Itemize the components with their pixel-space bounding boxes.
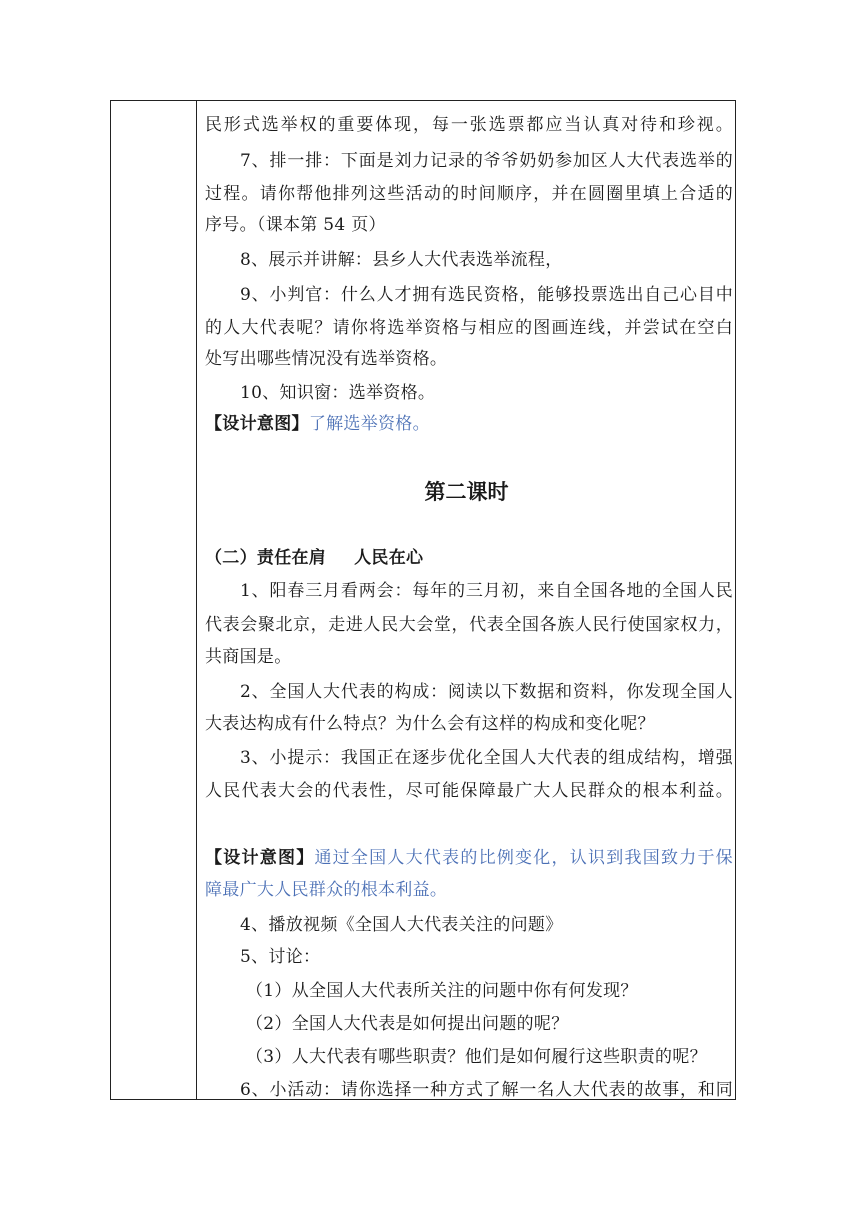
paragraph-line: 10、知识窗：选举资格。 xyxy=(240,383,436,403)
paragraph-line: 9、小判官：什么人才拥有选民资格，能够投票选出自己心目中 xyxy=(240,285,733,305)
design-intent-label: 【设计意图】 xyxy=(205,414,309,434)
design-intent-text: 通过全国人大代表的比例变化，认识到我国致力于保 xyxy=(314,848,733,868)
paragraph-line: 代表会聚北京，走进人民大会堂，代表全国各族人民行使国家权力， xyxy=(205,615,733,635)
paragraph-line: 共商国是。 xyxy=(205,647,292,667)
design-intent-text: 障最广大人民群众的根本利益。 xyxy=(205,880,448,900)
paragraph-line: 8、展示并讲解：县乡人大代表选举流程， xyxy=(240,250,563,270)
paragraph-line: （3）人大代表有哪些职责？他们是如何履行这些职责的呢？ xyxy=(246,1047,707,1067)
paragraph-line: 大表达构成有什么特点？为什么会有这样的构成和变化呢？ xyxy=(205,714,655,734)
paragraph-line: 民形式选举权的重要体现，每一张选票都应当认真对待和珍视。 xyxy=(205,115,733,135)
paragraph-line: （2）全国人大代表是如何提出问题的呢？ xyxy=(246,1014,569,1034)
section-2-heading xyxy=(205,547,733,569)
paragraph-line: 处写出哪些情况没有选举资格。 xyxy=(205,349,448,369)
table-column-divider xyxy=(196,100,197,1100)
paragraph-line: （1）从全国人大代表所关注的问题中你有何发现？ xyxy=(246,981,638,1001)
paragraph-line: 过程。请你帮他排列这些活动的时间顺序，并在圆圈里填上合适的 xyxy=(205,184,733,204)
section-2-heading-a: （二）责任在肩 xyxy=(205,548,327,568)
design-intent xyxy=(205,413,733,435)
paragraph-line: 3、小提示：我国正在逐步优化全国人大代表的组成结构，增强 xyxy=(240,748,733,768)
paragraph-line: 6、小活动：请你选择一种方式了解一名人大代表的故事，和同 xyxy=(240,1080,733,1100)
paragraph-line: 人民代表大会的代表性，尽可能保障最广大人民群众的根本利益。 xyxy=(205,781,733,801)
paragraph-line: 7、排一排：下面是刘力记录的爷爷奶奶参加区人大代表选举的 xyxy=(240,151,733,171)
paragraph-line: 4、播放视频《全国人大代表关注的问题》 xyxy=(240,915,563,935)
paragraph-line: 序号。（课本第 54 页） xyxy=(205,215,386,235)
paragraph-line: 5、讨论： xyxy=(240,947,321,967)
design-intent-text: 了解选举资格。 xyxy=(308,414,430,434)
section-2-heading-b: 人民在心 xyxy=(354,548,424,568)
paragraph-line: 2、全国人大代表的构成：阅读以下数据和资料，你发现全国人 xyxy=(240,682,733,702)
design-intent xyxy=(205,847,733,869)
design-intent-label: 【设计意图】 xyxy=(205,848,315,868)
lesson-2-title: 第二课时 xyxy=(424,480,509,504)
paragraph-line: 的人大代表呢？请你将选举资格与相应的图画连线，并尝试在空白 xyxy=(205,318,733,338)
paragraph-line: 1、阳春三月看两会：每年的三月初，来自全国各地的全国人民 xyxy=(240,581,733,601)
